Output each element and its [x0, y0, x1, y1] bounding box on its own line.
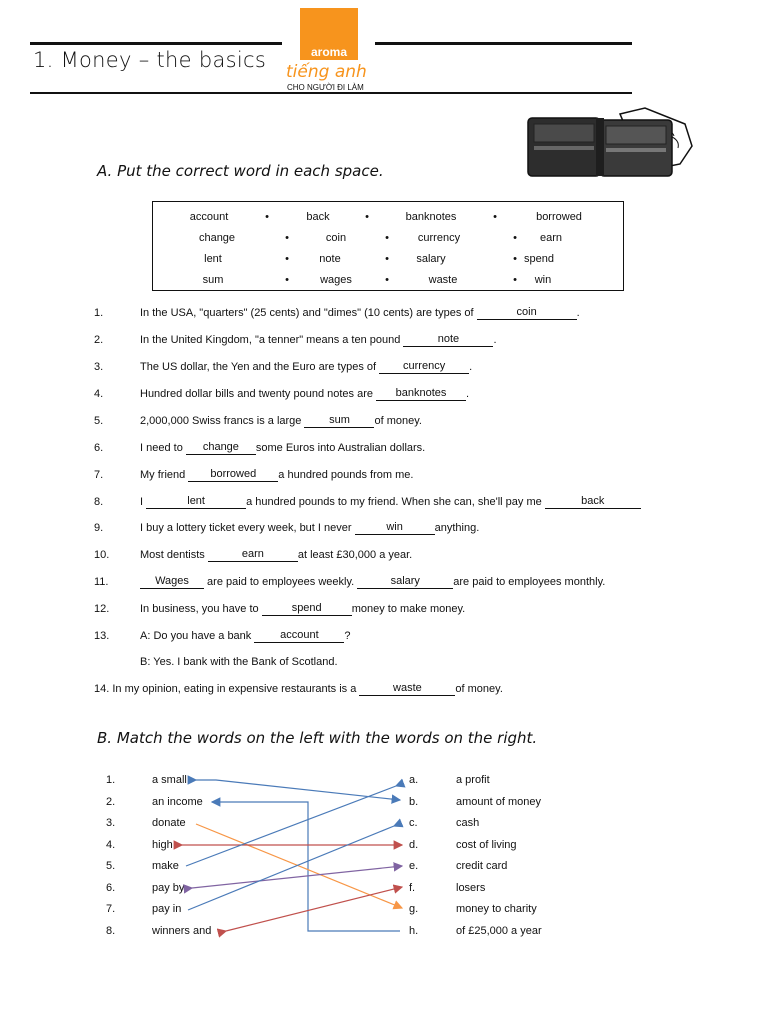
- match-right-letter: f.: [409, 882, 416, 894]
- logo-tagline: CHO NGƯỜI ĐI LÀM: [287, 83, 364, 92]
- question-text: My friend: [140, 469, 189, 481]
- answer-blank: Wages: [140, 576, 204, 589]
- match-right-item: losers: [456, 882, 486, 894]
- bullet-icon: •: [365, 211, 369, 223]
- question-text: 2,000,000 Swiss francs is a large: [140, 415, 305, 427]
- bullet-icon: •: [285, 274, 289, 286]
- question-text: a hundred pounds to my friend. When she can, she'll pay me: [246, 496, 545, 508]
- match-right-letter: e.: [409, 860, 419, 872]
- question-text: In my opinion, eating in expensive restaurants is a: [112, 683, 360, 695]
- answer-blank: earn: [208, 549, 298, 562]
- match-left-number: 7.: [106, 903, 116, 915]
- word-box-word: note: [319, 253, 341, 265]
- question-number: 7.: [94, 469, 104, 481]
- word-box-word: win: [534, 274, 552, 286]
- word-box-word: salary: [416, 253, 446, 265]
- match-left-number: 4.: [106, 839, 116, 851]
- question-text: some Euros into Australian dollars.: [255, 442, 426, 454]
- match-right-letter: b.: [409, 796, 419, 808]
- match-right-item: credit card: [456, 860, 508, 872]
- match-line-8-f: [226, 887, 402, 931]
- match-right-item: cost of living: [456, 839, 517, 851]
- match-left-item: pay by: [152, 882, 185, 894]
- question-text: A: Do you have a bank: [140, 630, 255, 642]
- match-left-number: 6.: [106, 882, 116, 894]
- question-text: at least £30,000 a year.: [297, 549, 413, 561]
- word-box-word: earn: [539, 232, 563, 244]
- bullet-icon: •: [285, 232, 289, 244]
- question-number: 14.: [94, 683, 113, 695]
- question-number: 8.: [94, 496, 104, 508]
- match-left-number: 5.: [106, 860, 116, 872]
- word-box-word: borrowed: [536, 211, 582, 223]
- match-left-number: 2.: [106, 796, 116, 808]
- word-box-word: account: [189, 211, 229, 223]
- match-left-item: donate: [152, 817, 186, 829]
- section-a-heading: A. Put the correct word in each space.: [97, 162, 384, 180]
- question-text: Hundred dollar bills and twenty pound notes are: [140, 388, 377, 400]
- match-line-5-a: [186, 786, 396, 866]
- match-right-letter: c.: [409, 817, 418, 829]
- question-13b: B: Yes. I bank with the Bank of Scotland.: [140, 656, 338, 668]
- word-box-word: currency: [417, 232, 461, 244]
- answer-blank: currency: [379, 361, 469, 374]
- bullet-icon: •: [385, 232, 389, 244]
- match-left-item: high: [152, 839, 173, 851]
- match-left-item: an income: [152, 796, 203, 808]
- match-line-7-c: [188, 826, 394, 910]
- answer-blank: salary: [357, 576, 453, 589]
- question-text: .: [493, 334, 497, 346]
- match-line-1-b: [196, 780, 400, 800]
- bullet-icon: •: [513, 274, 517, 286]
- match-left-number: 3.: [106, 817, 116, 829]
- bullet-icon: •: [385, 274, 389, 286]
- word-box-word: spend: [524, 253, 554, 265]
- answer-blank: back: [545, 496, 641, 509]
- answer-blank: account: [254, 630, 344, 643]
- question-text: The US dollar, the Yen and the Euro are types of: [140, 361, 380, 373]
- question-text: .: [576, 307, 580, 319]
- question-text: I: [140, 496, 147, 508]
- question-number: 3.: [94, 361, 104, 373]
- match-line-3-g: [196, 824, 402, 908]
- match-left-item: winners and: [152, 925, 212, 937]
- question-text: of money.: [455, 683, 503, 695]
- section-b-heading: B. Match the words on the left with the words on the right.: [97, 729, 538, 747]
- match-left-number: 1.: [106, 774, 116, 786]
- question-text: of money.: [374, 415, 422, 427]
- question-number: 2.: [94, 334, 104, 346]
- question-number: 9.: [94, 522, 104, 534]
- match-right-letter: h.: [409, 925, 419, 937]
- answer-blank: change: [186, 442, 256, 455]
- question-text: anything.: [434, 522, 480, 534]
- match-right-letter: d.: [409, 839, 419, 851]
- match-left-item: pay in: [152, 903, 182, 915]
- question-text: are paid to employees weekly.: [204, 576, 358, 588]
- bullet-icon: •: [285, 253, 289, 265]
- match-right-letter: a.: [409, 774, 419, 786]
- word-box-word: back: [306, 211, 330, 223]
- question-text: a hundred pounds from me.: [278, 469, 414, 481]
- question-text: I need to: [140, 442, 186, 454]
- logo-subtitle: tiếng anh: [286, 62, 367, 82]
- word-box-word: sum: [202, 274, 224, 286]
- question-number: 13.: [94, 630, 110, 642]
- match-right-item: of £25,000 a year: [456, 925, 542, 937]
- question-number: 11.: [94, 576, 109, 588]
- answer-blank: sum: [304, 415, 374, 428]
- question-text: In the United Kingdom, "a tenner" means a ten pound: [140, 334, 404, 346]
- word-box-word: banknotes: [405, 211, 457, 223]
- word-box-word: waste: [428, 274, 458, 286]
- answer-blank: spend: [262, 603, 352, 616]
- word-box-word: coin: [325, 232, 347, 244]
- question-text: I buy a lottery ticket every week, but I never: [140, 522, 355, 534]
- match-left-item: a small: [152, 774, 187, 786]
- question-number: 12.: [94, 603, 110, 615]
- match-line-6-e: [192, 866, 402, 888]
- question-number: 10.: [94, 549, 110, 561]
- answer-blank: banknotes: [376, 388, 466, 401]
- question-number: 1.: [94, 307, 104, 319]
- question-number: 6.: [94, 442, 104, 454]
- question-number: 4.: [94, 388, 104, 400]
- answer-blank: lent: [146, 496, 246, 509]
- question-text: Most dentists: [140, 549, 208, 561]
- bullet-icon: •: [385, 253, 389, 265]
- word-box-word: lent: [204, 253, 222, 265]
- question-text: .: [466, 388, 470, 400]
- answer-blank: borrowed: [188, 469, 278, 482]
- question-number: 5.: [94, 415, 104, 427]
- page-title: 1. Money – the basics: [33, 48, 267, 72]
- answer-blank: coin: [477, 307, 577, 320]
- bullet-icon: •: [493, 211, 497, 223]
- match-left-number: 8.: [106, 925, 116, 937]
- bullet-icon: •: [265, 211, 269, 223]
- answer-blank: waste: [359, 683, 455, 696]
- match-right-item: amount of money: [456, 796, 541, 808]
- match-right-item: cash: [456, 817, 480, 829]
- word-box-word: change: [198, 232, 236, 244]
- question-text: ?: [344, 630, 351, 642]
- match-right-item: money to charity: [456, 903, 537, 915]
- logo-word: aroma: [310, 45, 348, 59]
- question-text: In business, you have to: [140, 603, 262, 615]
- answer-blank: note: [403, 334, 493, 347]
- question-text: are paid to employees monthly.: [453, 576, 606, 588]
- bullet-icon: •: [513, 232, 517, 244]
- bullet-icon: •: [513, 253, 517, 265]
- question-text: In the USA, "quarters" (25 cents) and "dimes" (10 cents) are types of: [140, 307, 477, 319]
- answer-blank: win: [355, 522, 435, 535]
- question-text: money to make money.: [351, 603, 466, 615]
- match-line-2-h: [212, 802, 400, 931]
- question-text: .: [469, 361, 473, 373]
- match-right-letter: g.: [409, 903, 419, 915]
- match-right-item: a profit: [456, 774, 490, 786]
- match-left-item: make: [152, 860, 179, 872]
- word-box-word: wages: [320, 274, 352, 286]
